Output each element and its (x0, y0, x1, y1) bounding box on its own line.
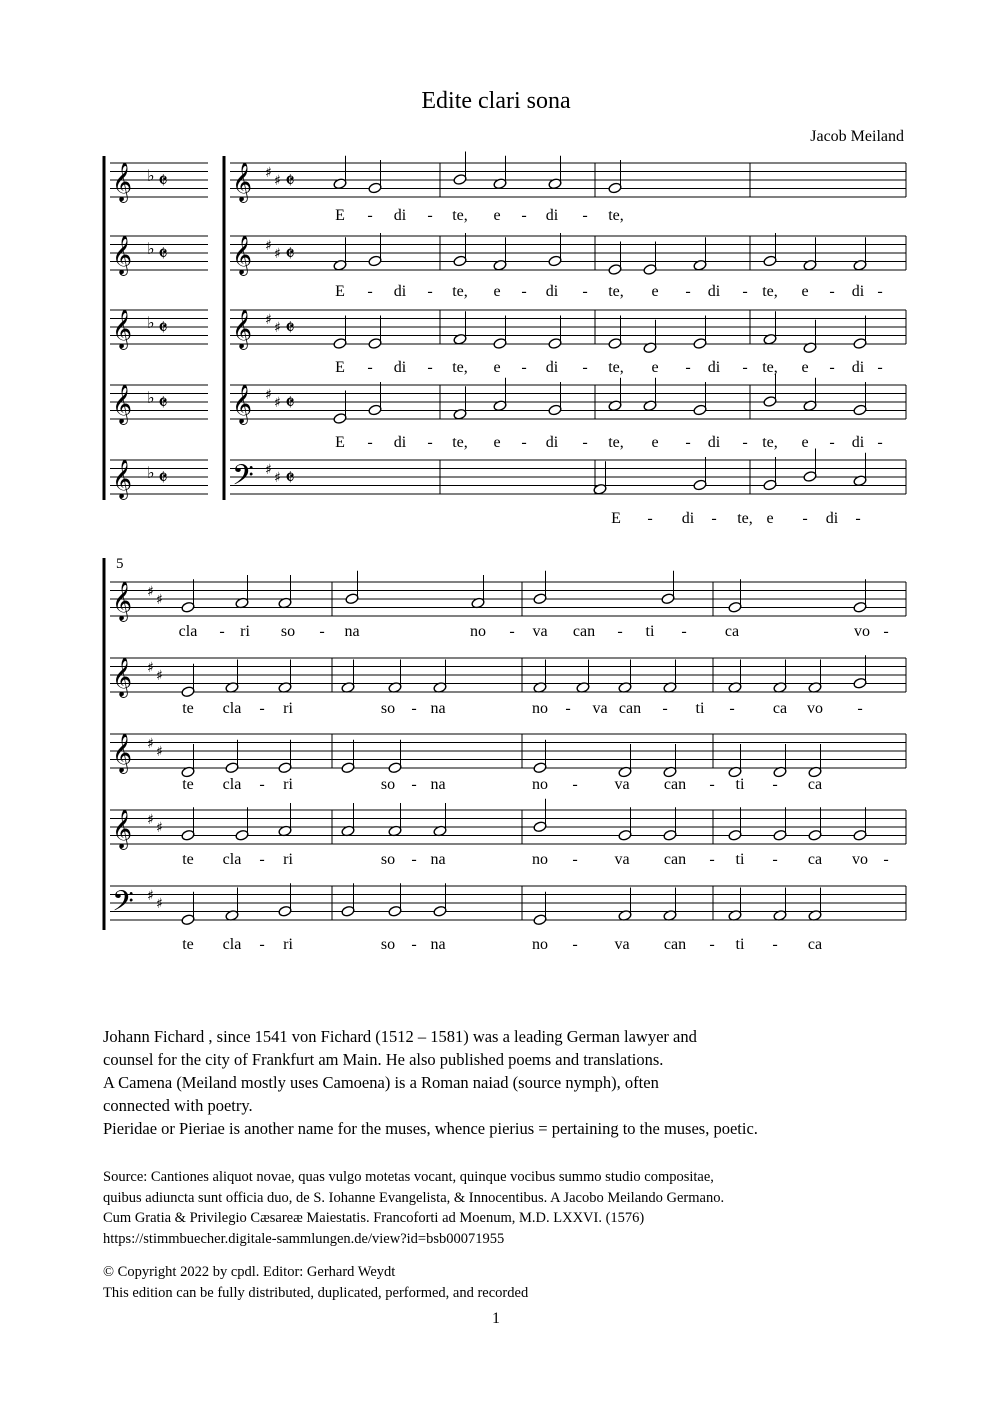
sharp-icon: ♯ (265, 312, 272, 328)
note-head (533, 762, 547, 774)
time-signature-icon: 𝄵 (285, 466, 295, 491)
source-line: quibus adiuncta sunt officia duo, de S. Iohanne Evangelista, & Innocentibus. A Jacobo Meilando Germano. (103, 1189, 725, 1206)
lyric-syllable: no (532, 700, 548, 717)
lyric-syllable: e (493, 434, 501, 451)
lyric-syllable: - (829, 283, 835, 300)
note-head (333, 338, 347, 350)
lyric-syllable: cla (178, 623, 198, 640)
sharp-icon: ♯ (274, 320, 281, 336)
note-head (548, 255, 562, 267)
lyric-syllable: va (532, 623, 548, 640)
lyric-syllable: - (662, 700, 668, 717)
lyric-syllable: te, (608, 283, 624, 300)
flat-icon: ♭ (147, 388, 155, 407)
lyric-syllable: di (707, 359, 721, 376)
lyric-syllable: so (380, 700, 396, 717)
time-signature-icon: 𝄵 (285, 316, 295, 341)
lyric-syllable: no (532, 851, 548, 868)
lyric-syllable: di (545, 434, 559, 451)
lyric-syllable: di (851, 359, 865, 376)
lyric-syllable: ca (724, 623, 740, 640)
note-head (278, 905, 292, 917)
lyric-syllable: - (582, 207, 588, 224)
lyric-syllable: - (647, 510, 653, 527)
lyric-syllable: can (663, 776, 687, 793)
note-head (853, 404, 867, 416)
lyric-syllable: te, (452, 434, 468, 451)
time-signature-icon: 𝄵 (158, 316, 168, 341)
sharp-icon: ♯ (156, 896, 163, 912)
lyric-syllable: - (411, 776, 417, 793)
lyric-syllable: e (651, 359, 659, 376)
source-line: Cum Gratia & Privilegio Cæsareæ Maiestatis. Francoforti ad Moenum, M.D. LXXVI. (1576) (103, 1210, 645, 1226)
lyric-syllable: - (367, 283, 373, 300)
note-head (808, 829, 822, 841)
note-head (368, 404, 382, 416)
lyric-syllable: ca (807, 851, 823, 868)
lyric-syllable: - (617, 623, 623, 640)
lyric-syllable: ri (283, 936, 293, 953)
note-line: Johann Fichard , since 1541 von Fichard (1512 – 1581) was a leading German lawyer and (103, 1027, 697, 1046)
lyric-syllable: te, (452, 207, 468, 224)
note-head (368, 338, 382, 350)
note-head (763, 396, 777, 408)
lyric-syllable: te (182, 851, 194, 868)
sharp-icon: ♯ (274, 470, 281, 486)
lyric-syllable: ri (283, 851, 293, 868)
lyric-syllable: vo (854, 623, 870, 640)
lyric-syllable: - (685, 283, 691, 300)
lyric-syllable: te, (608, 434, 624, 451)
lyric-syllable: can (663, 936, 687, 953)
lyric-syllable: - (772, 851, 778, 868)
lyric-syllable: - (319, 623, 325, 640)
lyric-syllable: - (772, 936, 778, 953)
note-line: Pieridae or Pieriae is another name for the muses, whence pierius = pertaining to the muses, poetic. (103, 1119, 758, 1138)
lyric-syllable: e (801, 359, 809, 376)
lyric-syllable: di (851, 434, 865, 451)
lyric-syllable: te (182, 776, 194, 793)
treble-clef-icon: 𝄞 (112, 309, 133, 349)
lyric-syllable: e (766, 510, 774, 527)
note-line: A Camena (Meiland mostly uses Camoena) is a Roman naiad (source nymph), often (103, 1073, 659, 1092)
lyric-syllable: - (565, 700, 571, 717)
lyric-syllable: te, (737, 510, 753, 527)
lyric-syllable: - (772, 776, 778, 793)
lyric-syllable: - (709, 936, 715, 953)
lyric-syllable: - (742, 283, 748, 300)
lyric-syllable: - (427, 359, 433, 376)
sharp-icon: ♯ (147, 736, 154, 752)
sharp-icon: ♯ (274, 173, 281, 189)
lyric-syllable: - (259, 936, 265, 953)
lyric-syllable: - (521, 207, 527, 224)
note-line: counsel for the city of Frankfurt am Main. He also published poems and translations. (103, 1050, 664, 1069)
lyric-syllable: ca (807, 776, 823, 793)
lyric-syllable: va (614, 776, 630, 793)
lyric-syllable: cla (222, 776, 242, 793)
lyric-syllable: ti (735, 776, 745, 793)
note-head (533, 914, 547, 926)
treble-clef-icon: 𝄞 (112, 733, 133, 773)
lyric-syllable: di (707, 434, 721, 451)
time-signature-icon: 𝄵 (158, 466, 168, 491)
lyric-syllable: di (681, 510, 695, 527)
sharp-icon: ♯ (274, 246, 281, 262)
lyric-syllable: so (280, 623, 296, 640)
source-line: Source: Cantiones aliquot novae, quas vulgo motetas vocant, quinque vocibus summo studio compositae, (103, 1169, 714, 1185)
note-head (333, 413, 347, 425)
note-head (341, 905, 355, 917)
lyric-syllable: ca (772, 700, 788, 717)
treble-clef-icon: 𝄞 (112, 657, 133, 697)
note-head (225, 762, 239, 774)
lyric-syllable: can (663, 851, 687, 868)
lyric-syllable: no (532, 936, 548, 953)
sharp-icon: ♯ (156, 668, 163, 684)
lyric-syllable: - (883, 623, 889, 640)
lyric-syllable: te, (762, 359, 778, 376)
treble-clef-icon: 𝄞 (112, 581, 133, 621)
lyric-syllable: - (685, 359, 691, 376)
lyric-syllable: vo (807, 700, 823, 717)
source-section (103, 1167, 923, 1249)
lyric-syllable: - (742, 359, 748, 376)
lyric-syllable: - (711, 510, 717, 527)
lyric-syllable: - (877, 434, 883, 451)
lyric-syllable: - (427, 434, 433, 451)
lyric-syllable: - (829, 434, 835, 451)
lyric-syllable: - (802, 510, 808, 527)
lyric-syllable: na (344, 623, 360, 640)
note-head (345, 593, 359, 605)
note-head (341, 762, 355, 774)
time-signature-icon: 𝄵 (285, 242, 295, 267)
lyric-syllable: di (545, 207, 559, 224)
lyric-syllable: vo (852, 851, 868, 868)
note-head (453, 255, 467, 267)
lyric-syllable: ri (240, 623, 250, 640)
lyric-syllable: - (509, 623, 515, 640)
lyric-syllable: so (380, 851, 396, 868)
lyric-syllable: - (729, 700, 735, 717)
license-line: This edition can be fully distributed, duplicated, performed, and recorded (103, 1284, 529, 1301)
sharp-icon: ♯ (274, 395, 281, 411)
lyric-syllable: e (651, 283, 659, 300)
time-signature-icon: 𝄵 (285, 169, 295, 194)
lyric-syllable: na (430, 936, 446, 953)
note-head (533, 593, 547, 605)
note-head (763, 479, 777, 491)
measure-number: 5 (116, 556, 124, 572)
note-head (618, 829, 632, 841)
note-line: connected with poetry. (103, 1096, 253, 1115)
lyric-syllable: va (614, 851, 630, 868)
note-head (278, 762, 292, 774)
sharp-icon: ♯ (265, 387, 272, 403)
lyric-syllable: va (592, 700, 608, 717)
note-head (773, 829, 787, 841)
lyric-syllable: e (801, 434, 809, 451)
sharp-icon: ♯ (147, 660, 154, 676)
lyric-syllable: di (825, 510, 839, 527)
lyric-syllable: - (219, 623, 225, 640)
page-title: Edite clari sona (421, 88, 571, 114)
lyric-syllable: no (470, 623, 486, 640)
lyric-syllable: - (259, 776, 265, 793)
note-head (548, 404, 562, 416)
treble-clef-icon: 𝄞 (112, 459, 133, 499)
lyric-syllable: di (545, 359, 559, 376)
note-head (608, 338, 622, 350)
note-head (728, 829, 742, 841)
lyric-syllable: te (182, 936, 194, 953)
lyric-syllable: di (393, 359, 407, 376)
lyric-syllable: di (393, 207, 407, 224)
lyric-syllable: no (532, 776, 548, 793)
lyric-syllable: e (493, 359, 501, 376)
treble-clef-icon: 𝄞 (112, 235, 133, 275)
note-head (533, 821, 547, 833)
lyric-syllable: na (430, 776, 446, 793)
note-head (181, 914, 195, 926)
note-head (388, 762, 402, 774)
lyric-syllable: di (393, 283, 407, 300)
lyric-syllable: - (582, 283, 588, 300)
treble-clef-icon: 𝄞 (232, 162, 253, 202)
note-head (181, 686, 195, 698)
lyric-syllable: - (411, 700, 417, 717)
treble-clef-icon: 𝄞 (232, 384, 253, 424)
note-head (548, 338, 562, 350)
note-head (388, 905, 402, 917)
treble-clef-icon: 𝄞 (232, 235, 253, 275)
lyric-syllable: - (411, 936, 417, 953)
sharp-icon: ♯ (265, 462, 272, 478)
copyright-line: © Copyright 2022 by cpdl. Editor: Gerhard Weydt (103, 1264, 396, 1280)
lyric-syllable: - (367, 359, 373, 376)
lyric-syllable: - (259, 851, 265, 868)
lyric-syllable: - (877, 359, 883, 376)
lyric-syllable: di (393, 434, 407, 451)
treble-clef-icon: 𝄞 (112, 384, 133, 424)
note-head (608, 182, 622, 194)
lyric-syllable: te, (608, 207, 624, 224)
note-head (661, 593, 675, 605)
note-head (181, 601, 195, 613)
note-head (693, 479, 707, 491)
lyric-syllable: e (493, 283, 501, 300)
lyric-syllable: - (582, 359, 588, 376)
note-head (853, 601, 867, 613)
note-head (608, 264, 622, 276)
note-head (368, 255, 382, 267)
note-head (853, 677, 867, 689)
lyric-syllable: so (380, 776, 396, 793)
note-head (853, 829, 867, 841)
note-head (181, 829, 195, 841)
lyric-syllable: E (335, 434, 345, 451)
lyric-syllable: - (259, 700, 265, 717)
lyric-syllable: te, (762, 434, 778, 451)
lyric-syllable: ti (695, 700, 705, 717)
flat-icon: ♭ (147, 463, 155, 482)
sharp-icon: ♯ (147, 888, 154, 904)
lyric-syllable: - (742, 434, 748, 451)
lyric-syllable: na (430, 700, 446, 717)
lyric-syllable: te, (452, 283, 468, 300)
sharp-icon: ♯ (156, 592, 163, 608)
lyric-syllable: - (685, 434, 691, 451)
lyric-syllable: - (521, 283, 527, 300)
lyric-syllable: - (855, 510, 861, 527)
lyric-syllable: E (611, 510, 621, 527)
lyric-syllable: - (411, 851, 417, 868)
lyric-syllable: - (857, 700, 863, 717)
lyric-syllable: - (427, 283, 433, 300)
note-head (663, 829, 677, 841)
note-head (235, 829, 249, 841)
lyric-syllable: - (582, 434, 588, 451)
notes-section (103, 1025, 923, 1140)
lyric-syllable: e (801, 283, 809, 300)
time-signature-icon: 𝄵 (285, 391, 295, 416)
lyric-syllable: - (877, 283, 883, 300)
lyric-syllable: - (681, 623, 687, 640)
note-head (853, 338, 867, 350)
treble-clef-icon: 𝄞 (232, 309, 253, 349)
lyric-syllable: - (521, 359, 527, 376)
sharp-icon: ♯ (147, 584, 154, 600)
lyric-syllable: di (707, 283, 721, 300)
lyric-syllable: ca (807, 936, 823, 953)
note-head (453, 174, 467, 186)
lyric-syllable: ti (735, 936, 745, 953)
lyric-syllable: - (367, 434, 373, 451)
bass-clef-icon: 𝄢 (112, 885, 134, 925)
flat-icon: ♭ (147, 239, 155, 258)
copyright-section (103, 1262, 923, 1303)
bass-clef-icon: 𝄢 (232, 459, 254, 499)
lyric-syllable: - (521, 434, 527, 451)
lyric-syllable: E (335, 207, 345, 224)
lyric-syllable: e (493, 207, 501, 224)
lyric-syllable: ri (283, 776, 293, 793)
lyric-syllable: cla (222, 851, 242, 868)
lyric-syllable: - (709, 776, 715, 793)
lyric-syllable: can (618, 700, 642, 717)
sharp-icon: ♯ (265, 165, 272, 181)
lyric-syllable: - (367, 207, 373, 224)
lyric-syllable: te (182, 700, 194, 717)
time-signature-icon: 𝄵 (158, 391, 168, 416)
lyric-syllable: - (427, 207, 433, 224)
note-head (763, 255, 777, 267)
lyric-syllable: ti (645, 623, 655, 640)
sharp-icon: ♯ (156, 744, 163, 760)
note-head (693, 338, 707, 350)
lyric-syllable: so (380, 936, 396, 953)
note-head (643, 264, 657, 276)
lyric-syllable: can (572, 623, 596, 640)
lyric-syllable: cla (222, 936, 242, 953)
treble-clef-icon: 𝄞 (112, 809, 133, 849)
lyric-syllable: - (572, 776, 578, 793)
composer-name: Jacob Meiland (810, 128, 904, 145)
lyric-syllable: e (651, 434, 659, 451)
note-head (493, 338, 507, 350)
note-head (693, 404, 707, 416)
note-head (433, 905, 447, 917)
lyric-syllable: na (430, 851, 446, 868)
lyric-syllable: va (614, 936, 630, 953)
treble-clef-icon: 𝄞 (112, 162, 133, 202)
lyric-syllable: di (545, 283, 559, 300)
lyric-syllable: te, (762, 283, 778, 300)
sharp-icon: ♯ (147, 812, 154, 828)
lyric-syllable: E (335, 359, 345, 376)
time-signature-icon: 𝄵 (158, 169, 168, 194)
lyric-syllable: di (851, 283, 865, 300)
page-number: 1 (492, 1310, 500, 1327)
lyric-syllable: te, (608, 359, 624, 376)
lyric-syllable: te, (452, 359, 468, 376)
sharp-icon: ♯ (265, 238, 272, 254)
note-head (368, 182, 382, 194)
lyric-syllable: ri (283, 700, 293, 717)
lyric-syllable: - (883, 851, 889, 868)
source-url: https://stimmbuecher.digitale-sammlungen.de/view?id=bsb00071955 (103, 1230, 505, 1247)
time-signature-icon: 𝄵 (158, 242, 168, 267)
note-head (728, 601, 742, 613)
flat-icon: ♭ (147, 166, 155, 185)
lyric-syllable: - (709, 851, 715, 868)
lyric-syllable: - (572, 851, 578, 868)
sharp-icon: ♯ (156, 820, 163, 836)
lyric-syllable: ti (735, 851, 745, 868)
lyric-syllable: - (829, 359, 835, 376)
note-head (803, 471, 817, 483)
lyric-syllable: cla (222, 700, 242, 717)
lyric-syllable: - (572, 936, 578, 953)
lyric-syllable: E (335, 283, 345, 300)
flat-icon: ♭ (147, 313, 155, 332)
